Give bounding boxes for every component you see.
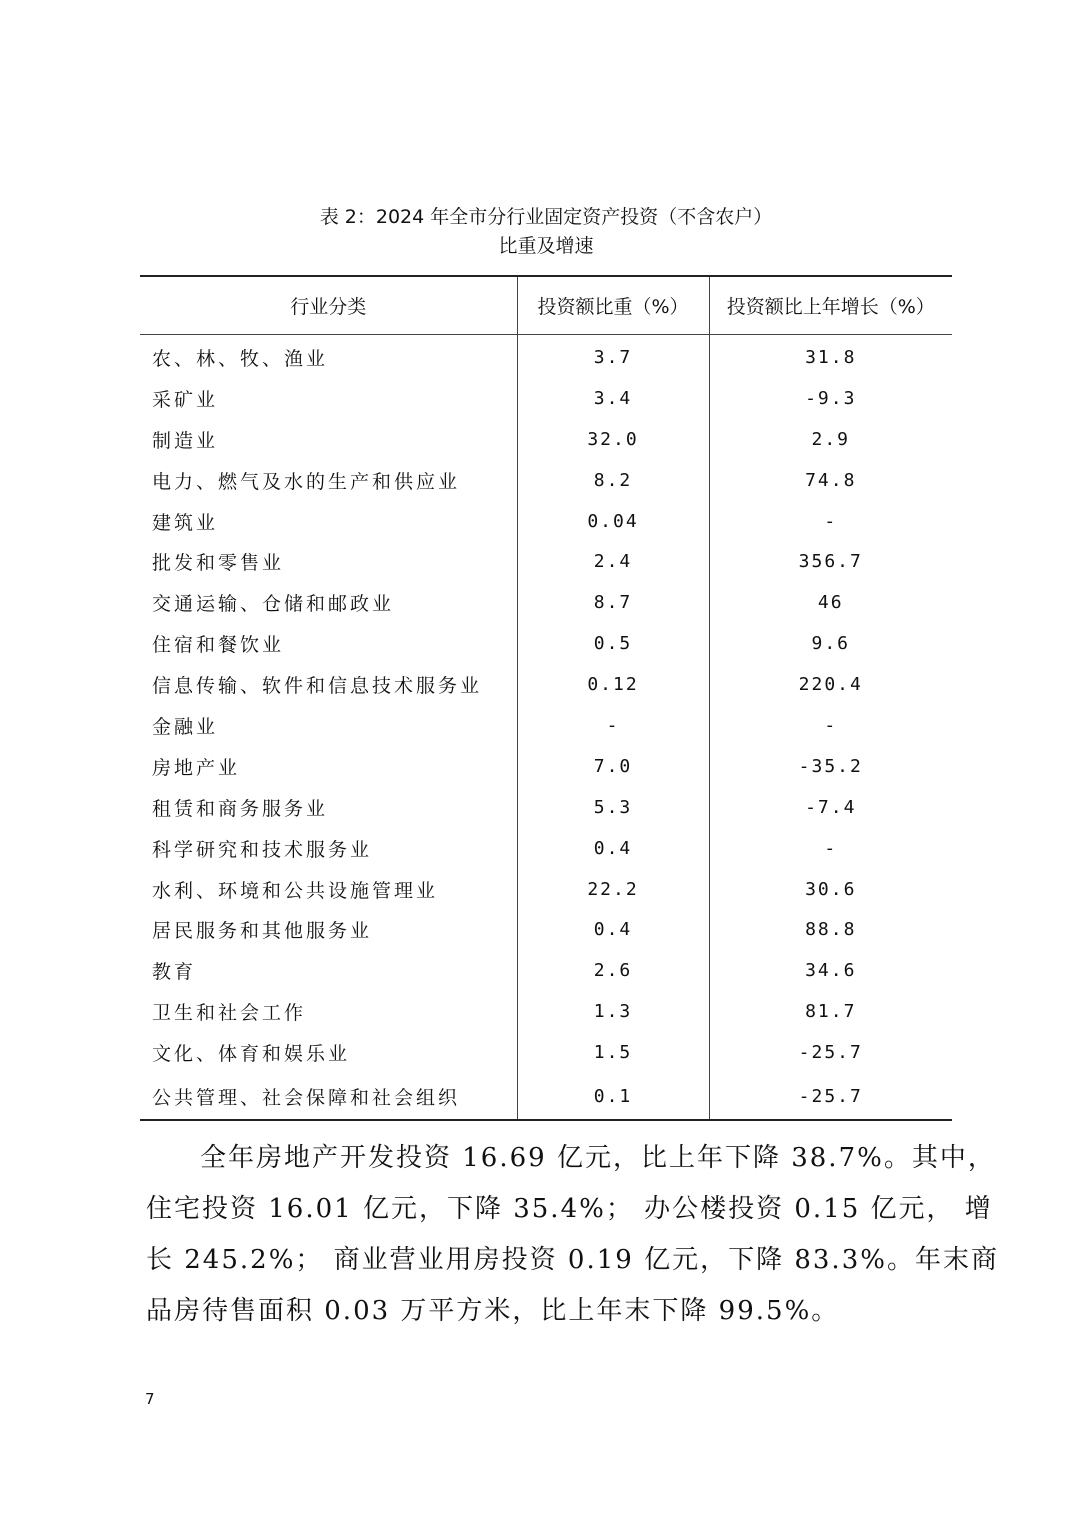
industry-cell: 卫生和社会工作 (152, 1002, 307, 1025)
table-row (140, 869, 952, 910)
industry-cell: 科学研究和技术服务业 (152, 838, 373, 861)
share-cell: 8.2 (517, 460, 709, 501)
growth-cell: 356.7 (709, 541, 952, 582)
table-row (140, 378, 952, 419)
share-cell: 5.3 (517, 787, 709, 828)
table-row (140, 582, 952, 623)
growth-cell: 46 (709, 582, 952, 623)
share-cell: 2.4 (517, 541, 709, 582)
table-row (140, 623, 952, 664)
table-title (140, 203, 952, 261)
share-cell: 22.2 (517, 869, 709, 910)
growth-cell: -25.7 (709, 1032, 952, 1073)
growth-cell: 30.6 (709, 869, 952, 910)
industry-cell: 居民服务和其他服务业 (152, 920, 373, 943)
growth-cell: - (709, 501, 952, 542)
growth-cell: - (709, 705, 952, 746)
growth-cell: -25.7 (709, 1073, 952, 1120)
share-cell: 0.4 (517, 909, 709, 950)
growth-cell: 9.6 (709, 623, 952, 664)
share-cell: 2.6 (517, 950, 709, 991)
share-cell: 8.7 (517, 582, 709, 623)
table-row (140, 746, 952, 787)
table-row (140, 460, 952, 501)
share-cell: - (517, 705, 709, 746)
table-row (140, 787, 952, 828)
table-row (140, 419, 952, 460)
growth-cell: 2.9 (709, 419, 952, 460)
industry-cell: 信息传输、软件和信息技术服务业 (152, 675, 483, 698)
page-number: 7 (145, 1390, 155, 1408)
industry-cell: 文化、体育和娱乐业 (152, 1043, 351, 1066)
share-cell: 3.7 (517, 335, 709, 378)
share-cell: 0.4 (517, 828, 709, 869)
table-row (140, 335, 952, 378)
share-cell: 0.5 (517, 623, 709, 664)
share-cell: 0.04 (517, 501, 709, 542)
industry-cell: 电力、燃气及水的生产和供应业 (152, 470, 461, 493)
table-title-line-2: 比重及增速 (498, 235, 594, 257)
table-header-row (140, 276, 952, 335)
growth-cell: - (709, 828, 952, 869)
share-cell: 7.0 (517, 746, 709, 787)
industry-cell: 房地产业 (152, 756, 241, 779)
industry-cell: 交通运输、仓储和邮政业 (152, 593, 395, 616)
growth-cell: 88.8 (709, 909, 952, 950)
share-cell: 1.5 (517, 1032, 709, 1073)
table-title-line-1: 表 2：2024 年全市分行业固定资产投资（不含农户） (319, 206, 773, 228)
real-estate-paragraph (146, 1133, 999, 1337)
growth-cell: 74.8 (709, 460, 952, 501)
share-cell: 1.3 (517, 991, 709, 1032)
table-row (140, 950, 952, 991)
industry-cell: 教育 (152, 961, 197, 984)
paragraph-line: 品房待售面积 0.03 万平方米，比上年末下降 99.5%。 (146, 1296, 840, 1326)
growth-cell: -35.2 (709, 746, 952, 787)
industry-cell: 水利、环境和公共设施管理业 (152, 879, 439, 902)
share-cell: 0.12 (517, 664, 709, 705)
industry-investment-table (140, 275, 952, 1121)
header-share: 投资额比重（%） (517, 276, 709, 335)
paragraph-line: 全年房地产开发投资 16.69 亿元，比上年下降 38.7%。其中， (200, 1143, 996, 1173)
table-row (140, 501, 952, 542)
share-cell: 32.0 (517, 419, 709, 460)
growth-cell: -9.3 (709, 378, 952, 419)
industry-cell: 住宿和餐饮业 (152, 634, 285, 657)
table-row (140, 828, 952, 869)
growth-cell: 81.7 (709, 991, 952, 1032)
industry-cell: 采矿业 (152, 388, 219, 411)
industry-cell: 批发和零售业 (152, 552, 285, 575)
paragraph-line: 住宅投资 16.01 亿元，下降 35.4%； 办公楼投资 0.15 亿元， 增 (146, 1194, 993, 1224)
table-row (140, 1073, 952, 1120)
growth-cell: 34.6 (709, 950, 952, 991)
table-row (140, 909, 952, 950)
growth-cell: -7.4 (709, 787, 952, 828)
growth-cell: 220.4 (709, 664, 952, 705)
table-row (140, 664, 952, 705)
industry-cell: 金融业 (152, 715, 219, 738)
industry-cell: 农、林、牧、渔业 (152, 347, 329, 370)
industry-cell: 制造业 (152, 429, 219, 452)
table-row (140, 705, 952, 746)
share-cell: 3.4 (517, 378, 709, 419)
header-industry: 行业分类 (140, 276, 517, 335)
industry-cell: 建筑业 (152, 511, 219, 534)
table-row (140, 1032, 952, 1073)
table-row (140, 991, 952, 1032)
header-growth: 投资额比上年增长（%） (709, 276, 952, 335)
table-row (140, 541, 952, 582)
industry-cell: 租赁和商务服务业 (152, 797, 329, 820)
industry-cell: 公共管理、社会保障和社会组织 (140, 1073, 517, 1120)
growth-cell: 31.8 (709, 335, 952, 378)
paragraph-line: 长 245.2%； 商业营业用房投资 0.19 亿元，下降 83.3%。年末商 (146, 1245, 999, 1275)
share-cell: 0.1 (517, 1073, 709, 1120)
